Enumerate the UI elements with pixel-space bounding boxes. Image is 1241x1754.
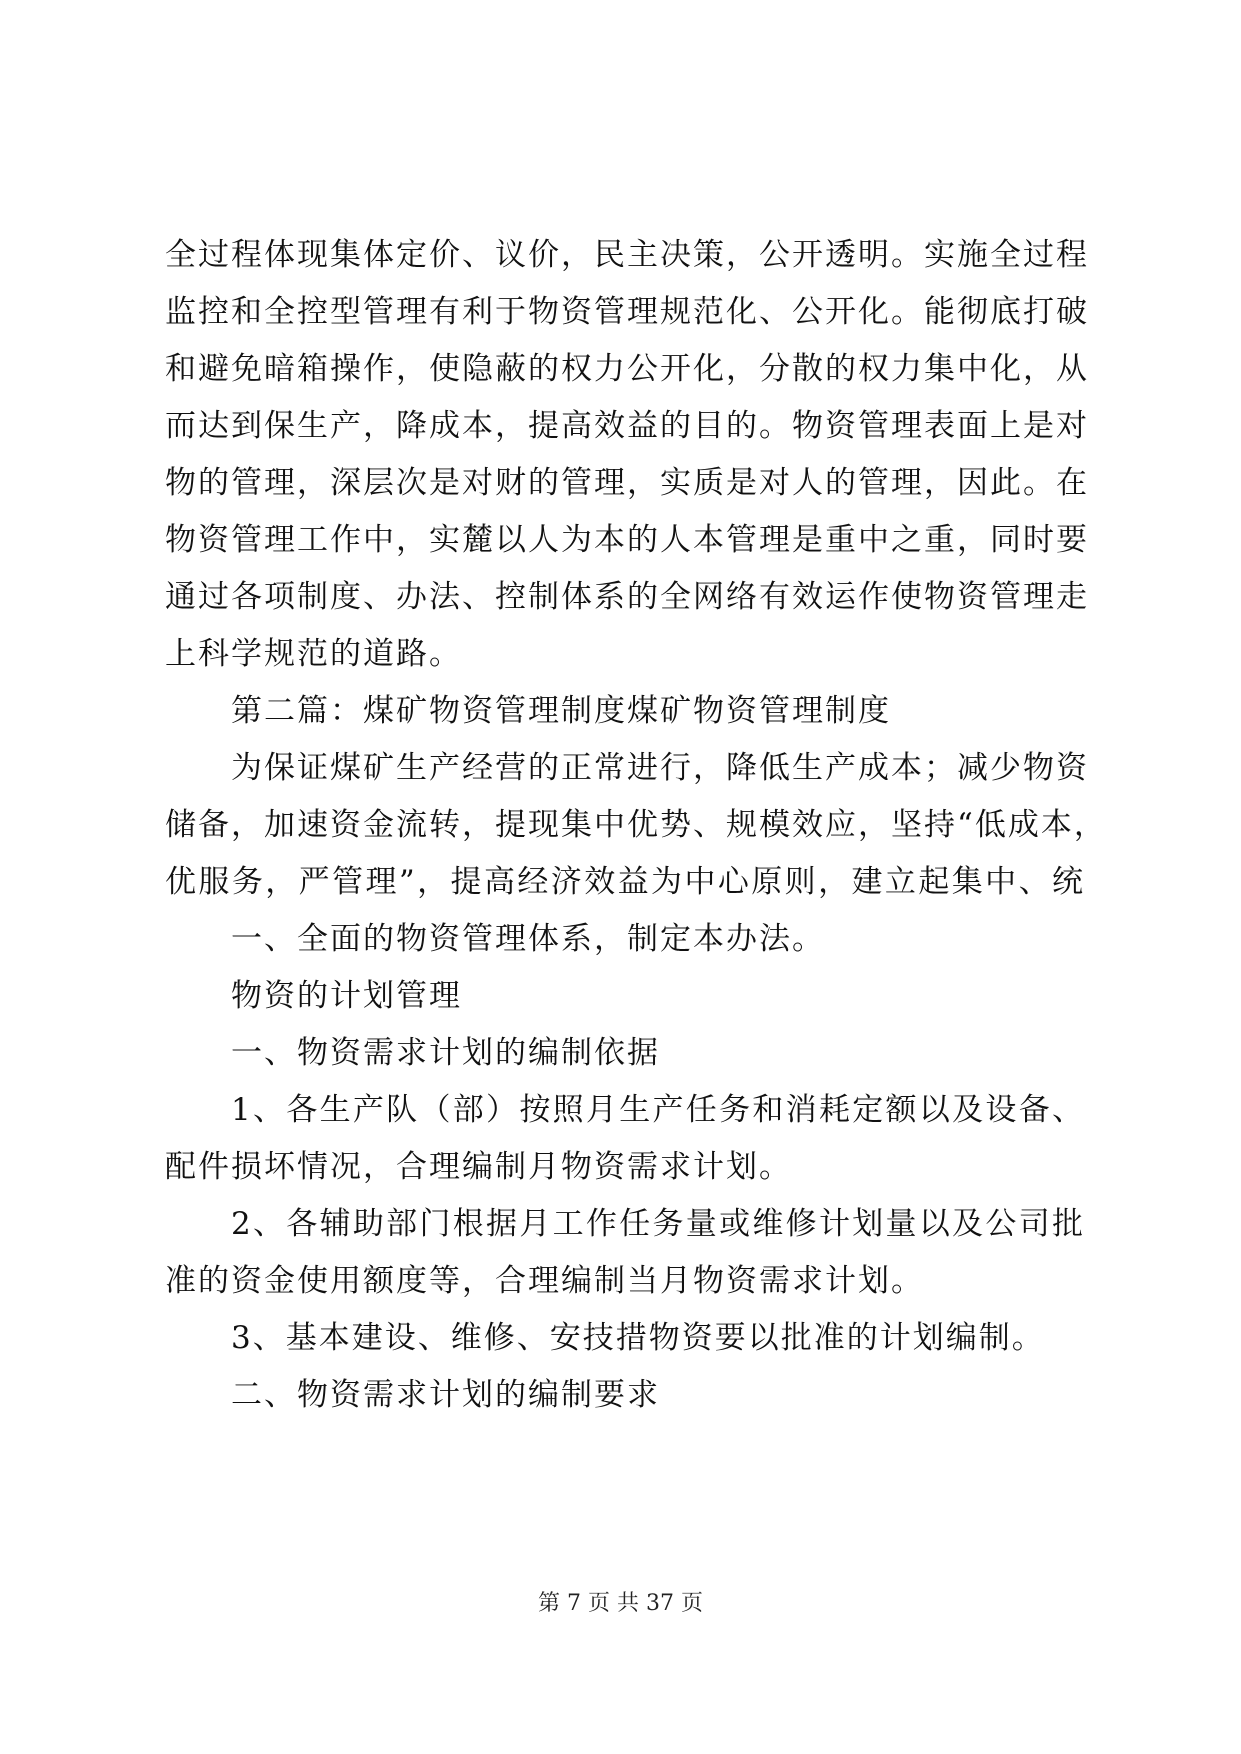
- body-line: 3、基本建设、维修、安技措物资要以批准的计划编制。: [231, 1320, 1045, 1356]
- body-line: 配件损坏情况，合理编制月物资需求计划。: [165, 1149, 792, 1185]
- body-line: 2、各辅助部门根据月工作任务量或维修计划量以及公司批: [231, 1206, 1085, 1242]
- body-line: 为保证煤矿生产经营的正常进行，降低生产成本；减少物资: [231, 750, 1089, 786]
- body-line: 全过程体现集体定价、议价，民主决策，公开透明。实施全过程: [165, 237, 1089, 273]
- body-line: 和避免暗箱操作，使隐蔽的权力公开化，分散的权力集中化，从: [165, 351, 1089, 387]
- body-line: 监控和全控型管理有利于物资管理规范化、公开化。能彻底打破: [165, 294, 1089, 330]
- subsection-heading: 二、物资需求计划的编制要求: [231, 1377, 660, 1413]
- body-line: 准的资金使用额度等，合理编制当月物资需求计划。: [165, 1263, 924, 1299]
- body-line: 通过各项制度、办法、控制体系的全网络有效运作使物资管理走: [165, 579, 1089, 615]
- body-line: 储备，加速资金流转，提现集中优势、规模效应，坚持“低成本，: [165, 807, 1107, 843]
- subsection-heading: 一、物资需求计划的编制依据: [231, 1035, 660, 1071]
- body-line: 物的管理，深层次是对财的管理，实质是对人的管理，因此。在: [165, 465, 1089, 501]
- body-line: 优服务，严管理”，提高经济效益为中心原则，建立起集中、统: [165, 864, 1085, 900]
- body-line: 1、各生产队（部）按照月生产任务和消耗定额以及设备、: [231, 1092, 1085, 1128]
- body-line: 物资管理工作中，实麓以人为本的人本管理是重中之重，同时要: [165, 522, 1089, 558]
- page-number-footer: 第 7 页 共 37 页: [538, 1591, 703, 1616]
- section-heading: 第二篇：煤矿物资管理制度煤矿物资管理制度: [231, 693, 891, 729]
- body-line: 而达到保生产，降成本，提高效益的目的。物资管理表面上是对: [165, 408, 1089, 444]
- subsection-heading: 物资的计划管理: [231, 978, 462, 1014]
- body-line: 上科学规范的道路。: [165, 636, 462, 672]
- body-line: 一、全面的物资管理体系，制定本办法。: [231, 921, 825, 957]
